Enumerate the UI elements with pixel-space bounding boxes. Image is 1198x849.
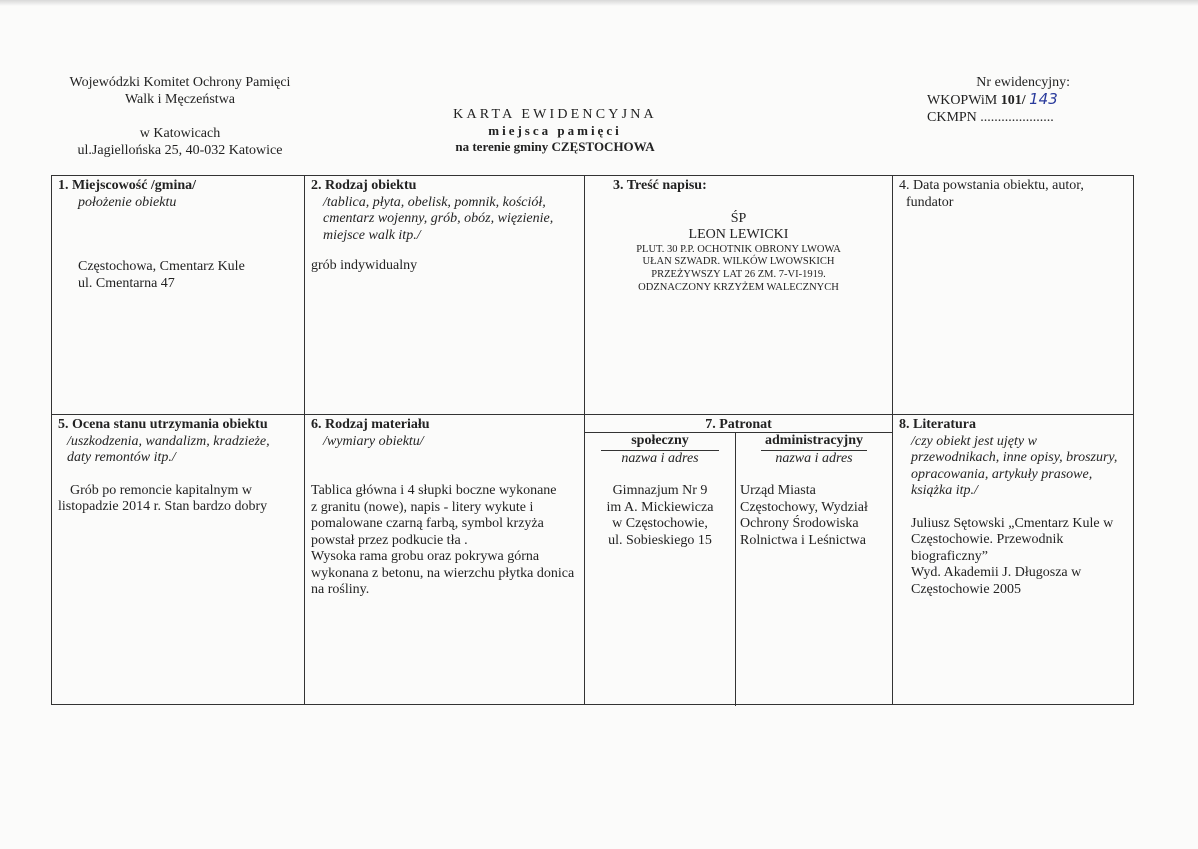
patronage-admin-line: Urząd Miasta bbox=[740, 483, 816, 498]
literature-value-line: biograficzny” bbox=[911, 548, 988, 564]
inscription-line4: UŁAN SZWADR. WILKÓW LWOWSKICH bbox=[642, 256, 835, 268]
cell-condition-hint1: /uszkodzenia, wandalizm, kradzieże, bbox=[67, 433, 270, 449]
org-name-line2: Walk i Męczeństwa bbox=[124, 92, 236, 107]
wkopwim-number bbox=[900, 91, 1130, 109]
inscription-line1: ŚP bbox=[730, 210, 747, 226]
record-table bbox=[51, 175, 1134, 705]
cell-object-type-hint1: /tablica, płyta, obelisk, pomnik, kościół, bbox=[323, 194, 546, 210]
cell-object-type-hint2: cmentarz wojenny, grób, obóz, więzienie, bbox=[323, 211, 554, 226]
cell-condition-hint2: daty remontów itp./ bbox=[67, 450, 176, 465]
org-city: w Katowicach bbox=[139, 126, 221, 141]
literature-hint-line: /czy obiekt jest ujęty w bbox=[911, 433, 1037, 449]
patronage-admin-head: administracyjny bbox=[761, 433, 867, 451]
cell-location-hint: położenie obiektu bbox=[78, 194, 177, 210]
inscription-line5: PRZEŻYWSZY LAT 26 ZM. 7-VI-1919. bbox=[651, 269, 826, 281]
cell-creation-date bbox=[899, 178, 1129, 211]
material-line: Tablica główna i 4 słupki boczne wykonane bbox=[311, 483, 557, 498]
cell-patronage-title: 7. Patronat bbox=[705, 417, 772, 432]
cell-condition bbox=[58, 417, 302, 516]
document-title: KARTA EWIDENCYJNA bbox=[453, 107, 657, 122]
literature-value-line: Częstochowie. Przewodnik bbox=[911, 532, 1064, 547]
cell-material-title: 6. Rodzaj materiału bbox=[311, 417, 430, 432]
inscription-line2: LEON LEWICKI bbox=[688, 227, 789, 242]
cell-object-type bbox=[311, 178, 581, 275]
cell-creation-date-title2: fundator bbox=[906, 194, 954, 210]
literature-value-line: Częstochowie 2005 bbox=[911, 581, 1022, 597]
cell-patronage bbox=[585, 415, 892, 706]
literature-value-line: Juliusz Sętowski „Cmentarz Kule w bbox=[911, 515, 1114, 531]
cell-inscription bbox=[585, 178, 892, 295]
inscription-line3: PLUT. 30 P.P. OCHOTNIK OBRONY LWOWA bbox=[636, 243, 841, 255]
cell-literature bbox=[899, 417, 1131, 598]
patronage-social bbox=[585, 433, 735, 549]
cell-location-value-line1: Częstochowa, Cmentarz Kule bbox=[78, 259, 245, 274]
material-line: Wysoka rama grobu oraz pokrywa górna bbox=[311, 549, 540, 564]
patronage-social-line: Gimnazjum Nr 9 bbox=[612, 483, 708, 498]
cell-object-type-title: 2. Rodzaj obiektu bbox=[311, 178, 417, 193]
cell-object-type-hint3: miejsce walk itp./ bbox=[323, 227, 421, 243]
patronage-admin-line: Ochrony Środowiska bbox=[740, 516, 859, 531]
patronage-admin-line: Częstochowy, Wydział bbox=[740, 499, 868, 515]
wkopwim-number-printed: 101/ bbox=[1000, 93, 1026, 108]
cell-material bbox=[311, 417, 583, 599]
org-address: ul.Jagiellońska 25, 40-032 Katowice bbox=[77, 143, 283, 158]
material-line: z granitu (nowe), napis - litery wykute i bbox=[311, 499, 534, 515]
material-line: wykonana z betonu, na wierzchu płytka donica bbox=[311, 565, 575, 581]
registry-number-label: Nr ewidencyjny: bbox=[976, 75, 1070, 90]
cell-creation-date-title1: 4. Data powstania obiektu, autor, bbox=[899, 178, 1084, 193]
cell-location bbox=[58, 178, 302, 292]
literature-hint-line: opracowania, artykuły prasowe, bbox=[911, 466, 1093, 482]
organization-block bbox=[40, 74, 320, 159]
cell-location-value-line2: ul. Cmentarna 47 bbox=[78, 275, 175, 291]
patronage-social-line: im A. Mickiewicza bbox=[606, 499, 714, 515]
literature-hint-line: przewodnikach, inne opisy, broszury, bbox=[911, 450, 1118, 465]
ckmpn-number: CKMPN ..................... bbox=[927, 110, 1054, 125]
patronage-social-line: ul. Sobieskiego 15 bbox=[608, 532, 712, 548]
cell-material-hint: /wymiary obiektu/ bbox=[323, 433, 424, 449]
material-line: powstał przez podkucie tła . bbox=[311, 532, 468, 548]
patronage-social-head: społeczny bbox=[601, 433, 719, 451]
cell-object-type-value: grób indywidualny bbox=[311, 258, 418, 273]
registry-number-block bbox=[900, 74, 1130, 126]
cell-location-title: 1. Miejscowość /gmina/ bbox=[58, 178, 197, 193]
cell-condition-title: 5. Ocena stanu utrzymania obiektu bbox=[58, 417, 268, 432]
scan-top-edge bbox=[0, 0, 1198, 6]
literature-hint-line: książka itp./ bbox=[911, 483, 978, 498]
patronage-admin bbox=[736, 433, 892, 549]
document-title-block bbox=[395, 107, 715, 155]
cell-condition-value1: Grób po remoncie kapitalnym w bbox=[70, 482, 252, 498]
document-subtitle: miejsca pamięci bbox=[488, 123, 622, 138]
cell-condition-value2: listopadzie 2014 r. Stan bardzo dobry bbox=[58, 499, 268, 514]
literature-value-line: Wyd. Akademii J. Długosza w bbox=[911, 565, 1082, 580]
patronage-social-hint: nazwa i adres bbox=[621, 450, 699, 466]
cell-literature-title: 8. Literatura bbox=[899, 417, 976, 432]
patronage-admin-hint: nazwa i adres bbox=[775, 450, 853, 466]
cell-inscription-title: 3. Treść napisu: bbox=[613, 178, 707, 193]
wkopwim-handwritten-number: 143 bbox=[1029, 90, 1058, 108]
document-scope: na terenie gminy CZĘSTOCHOWA bbox=[455, 139, 655, 154]
wkopwim-prefix: WKOPWiM bbox=[927, 93, 998, 108]
org-name-line1: Wojewódzki Komitet Ochrony Pamięci bbox=[69, 75, 291, 90]
material-line: na rośliny. bbox=[311, 582, 370, 597]
material-line: pomalowane czarną farbą, symbol krzyża bbox=[311, 516, 544, 531]
patronage-admin-line: Rolnictwa i Leśnictwa bbox=[740, 532, 866, 548]
patronage-social-line: w Częstochowie, bbox=[612, 516, 708, 531]
inscription-line6: ODZNACZONY KRZYŻEM WALECZNYCH bbox=[638, 281, 839, 293]
